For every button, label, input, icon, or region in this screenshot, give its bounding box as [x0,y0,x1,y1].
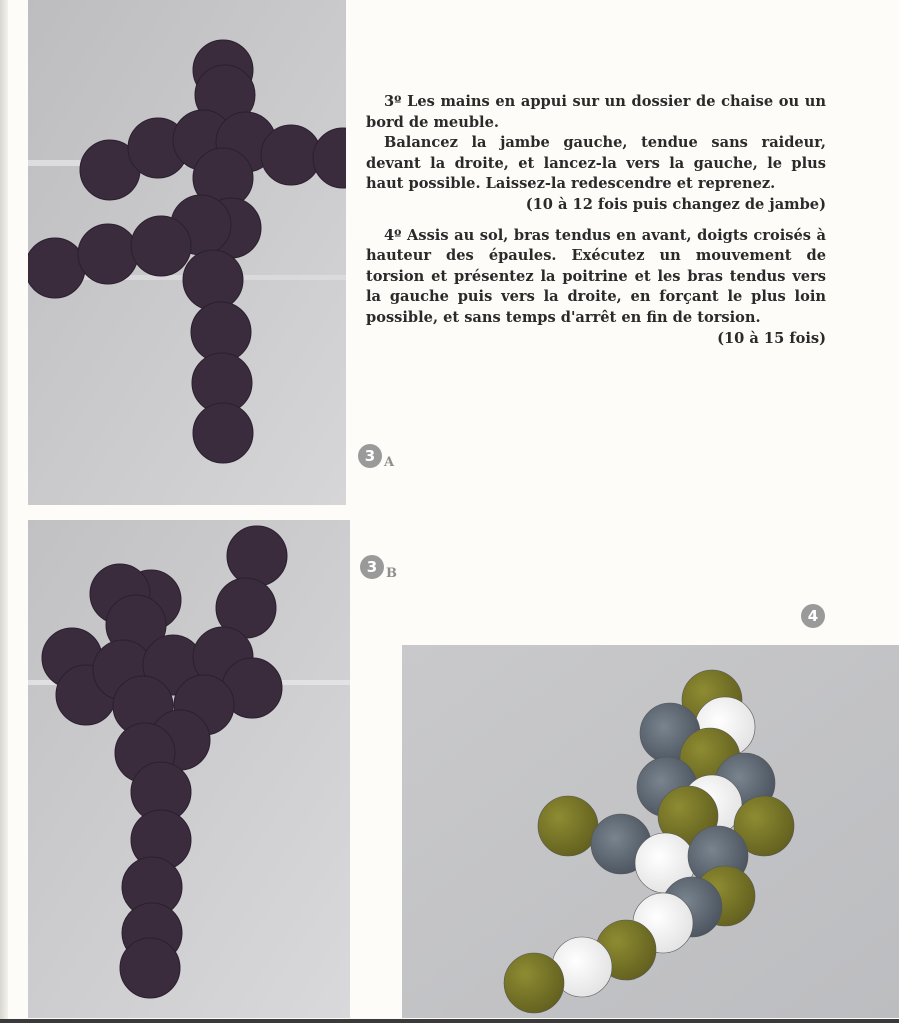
disc [261,125,321,185]
marker-letter: B [386,566,397,581]
disc [78,224,138,284]
exercise-3-reps: (10 à 12 fois puis changez de jambe) [525,195,826,213]
photo-4 [402,645,899,1018]
figure-3a [28,0,346,505]
marker-number: 3 [360,555,384,579]
disc [28,238,85,298]
disc [227,526,287,586]
exercise-4-body: 4º Assis au sol, bras tendus en avant, doigts croisés à hauteur des épaules. Exécutez un mouvement de torsion et présentez la poitrine et les bras tendus vers la gauche puis vers la droite, en forçant le plus loin possible, et sans temps d'arrêt en fin de torsion. [366,226,826,326]
exercise-4-reps: (10 à 15 fois) [717,329,826,347]
exercise-3-body: Balancez la jambe gauche, tendue sans raideur, devant la droite, et lancez-la vers la gauche, le plus haut possible. Laissez-la redescendre et reprenez. [366,134,826,193]
disc [538,796,598,856]
marker-number: 4 [801,604,825,628]
marker-3b [360,555,397,579]
disc [504,953,564,1013]
disc [120,938,180,998]
figure-4 [402,645,899,1018]
page-edge [0,0,8,1023]
marker-number: 3 [358,444,382,468]
disc [131,216,191,276]
marker-3a [358,444,394,468]
bottom-edge [0,1019,899,1023]
disc [193,403,253,463]
disc [183,250,243,310]
photo-3a [28,0,346,505]
marker-letter: A [384,455,395,470]
marker-4 [801,604,825,628]
exercise-text [366,92,826,349]
photo-3b [28,520,350,1018]
figure-3b [28,520,350,1018]
exercise-3-intro: 3º Les mains en appui sur un dossier de chaise ou un bord de meuble. [366,93,826,131]
